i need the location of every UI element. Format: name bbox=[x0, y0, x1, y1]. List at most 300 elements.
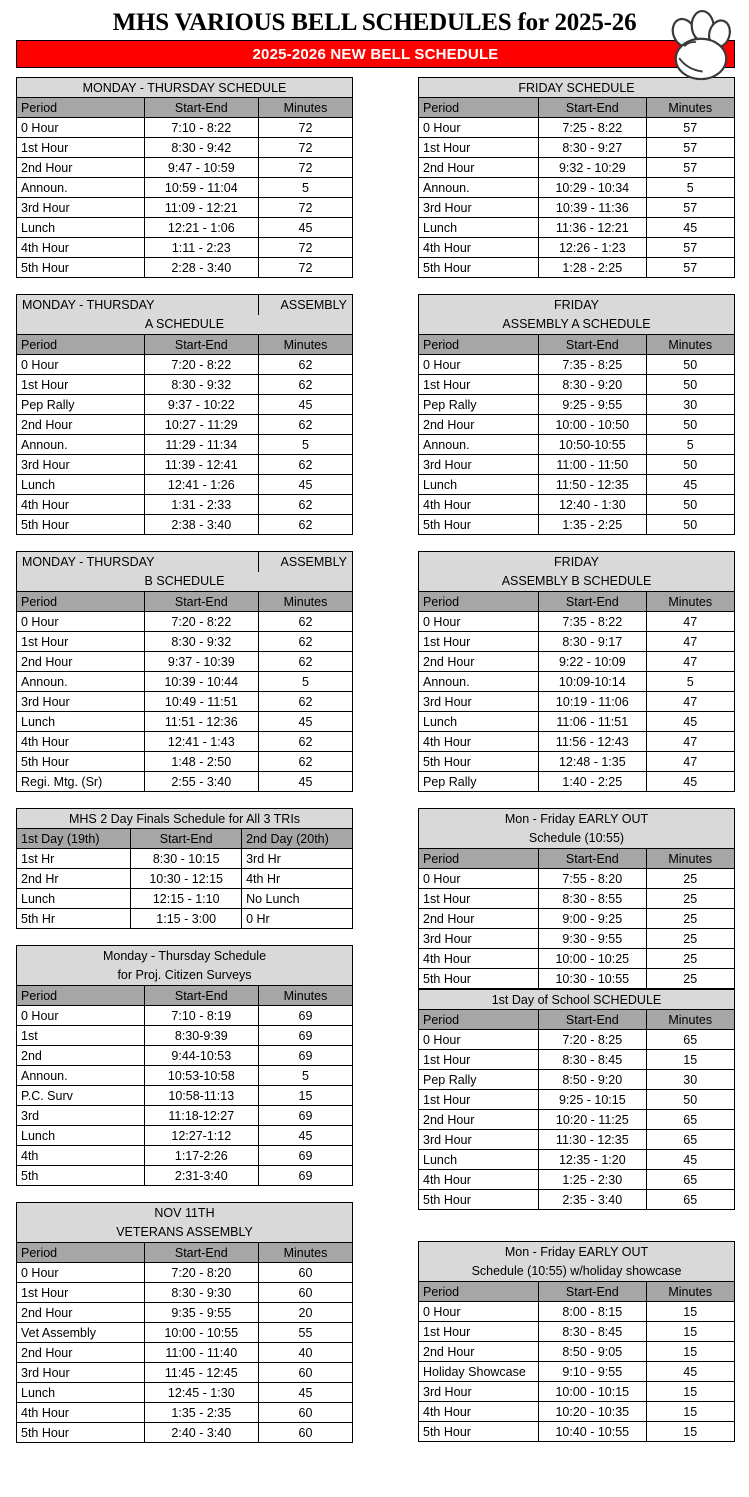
table-caption-line2: ASSEMBLY B SCHEDULE bbox=[419, 572, 735, 592]
table-citizen-surveys-schedule bbox=[16, 945, 353, 1186]
cell-time: 9:25 - 9:55 bbox=[539, 395, 646, 415]
cell-minutes: 72 bbox=[258, 258, 352, 278]
cell-time: 10:09-10:14 bbox=[539, 672, 646, 692]
table-row bbox=[17, 1026, 353, 1046]
cell-minutes: 55 bbox=[258, 1323, 352, 1343]
cell-time: 1:35 - 2:35 bbox=[144, 1403, 258, 1423]
cell-minutes: 47 bbox=[646, 612, 734, 632]
table-row bbox=[17, 158, 353, 178]
cell-time: 10:53-10:58 bbox=[144, 1066, 258, 1086]
table-row bbox=[419, 1130, 735, 1150]
cell-period: Announ. bbox=[419, 672, 539, 692]
cell-minutes: 15 bbox=[646, 1422, 734, 1442]
table-friday-assembly-b bbox=[418, 551, 735, 792]
cell-period: 4th Hour bbox=[17, 495, 145, 515]
table-row bbox=[17, 1066, 353, 1086]
cell-time: 2:38 - 3:40 bbox=[144, 515, 258, 535]
cell-minutes: 45 bbox=[258, 218, 352, 238]
table-row bbox=[17, 1126, 353, 1146]
cell-time: 8:00 - 8:15 bbox=[539, 1302, 646, 1322]
table-row bbox=[419, 672, 735, 692]
cell-period: 4th Hour bbox=[419, 732, 539, 752]
cell-period: Announ. bbox=[419, 435, 539, 455]
col-header-start-end: Start-End bbox=[539, 849, 646, 869]
cell-period: Regi. Mtg. (Sr) bbox=[17, 772, 145, 792]
cell-period: 2nd Hour bbox=[419, 652, 539, 672]
cell-time: 7:20 - 8:22 bbox=[144, 355, 258, 375]
table-row bbox=[419, 1362, 735, 1382]
cell-time: 9:44-10:53 bbox=[144, 1046, 258, 1066]
cell-period: 4th Hour bbox=[17, 1403, 145, 1423]
cell-time: 8:30 - 9:32 bbox=[144, 632, 258, 652]
table-first-day-of-school-schedule bbox=[418, 989, 735, 1210]
cell-time: 10:50-10:55 bbox=[539, 435, 646, 455]
table-row bbox=[419, 929, 735, 949]
table-header-row bbox=[17, 335, 353, 355]
cell-second-day: 4th Hr bbox=[242, 869, 353, 889]
table-row bbox=[419, 1110, 735, 1130]
cell-minutes: 45 bbox=[646, 712, 734, 732]
table-caption-line2: Schedule (10:55) w/holiday showcase bbox=[419, 1262, 735, 1282]
col-header-start-end: Start-End bbox=[144, 592, 258, 612]
table-caption-line2: ASSEMBLY A SCHEDULE bbox=[419, 315, 735, 335]
cell-minutes: 69 bbox=[258, 1006, 352, 1026]
cell-period: 4th Hour bbox=[419, 238, 539, 258]
col-header-start-end: Start-End bbox=[144, 1243, 258, 1263]
cell-minutes: 62 bbox=[258, 455, 352, 475]
cell-minutes: 25 bbox=[646, 909, 734, 929]
cell-time: 8:50 - 9:05 bbox=[539, 1342, 646, 1362]
table-row bbox=[17, 138, 353, 158]
table-row bbox=[419, 732, 735, 752]
cell-time: 10:39 - 10:44 bbox=[144, 672, 258, 692]
cell-time: 2:28 - 3:40 bbox=[144, 258, 258, 278]
table-row bbox=[419, 395, 735, 415]
table-caption-row bbox=[17, 78, 353, 98]
table-row bbox=[17, 375, 353, 395]
cell-first-day: 5th Hr bbox=[17, 909, 131, 929]
cell-minutes: 45 bbox=[646, 1150, 734, 1170]
cell-period: 5th Hour bbox=[419, 1422, 539, 1442]
table-header-row bbox=[17, 98, 353, 118]
table-row bbox=[17, 632, 353, 652]
cell-period: 0 Hour bbox=[419, 118, 539, 138]
table-row bbox=[419, 455, 735, 475]
table-row bbox=[419, 712, 735, 732]
table-row bbox=[17, 495, 353, 515]
table-row bbox=[419, 909, 735, 929]
col-header-minutes: Minutes bbox=[646, 1282, 734, 1302]
cell-time: 8:50 - 9:20 bbox=[539, 1070, 646, 1090]
table-row bbox=[419, 475, 735, 495]
right-column bbox=[418, 77, 735, 1458]
cell-period: Lunch bbox=[17, 712, 145, 732]
cell-time: 9:32 - 10:29 bbox=[539, 158, 646, 178]
cell-minutes: 69 bbox=[258, 1106, 352, 1126]
table-monday-thursday-assembly-a bbox=[16, 294, 353, 535]
col-header-start-end: Start-End bbox=[539, 335, 646, 355]
table-caption-line1: Monday - Thursday Schedule bbox=[17, 946, 353, 966]
table-row bbox=[419, 1402, 735, 1422]
cell-minutes: 57 bbox=[646, 158, 734, 178]
cell-first-day: 1st Hr bbox=[17, 849, 131, 869]
cell-period: Pep Rally bbox=[419, 1070, 539, 1090]
table-row bbox=[17, 1423, 353, 1443]
cell-time: 10:00 - 10:55 bbox=[144, 1323, 258, 1343]
cell-time: 7:35 - 8:25 bbox=[539, 355, 646, 375]
cell-minutes: 5 bbox=[258, 1066, 352, 1086]
cell-time: 8:30 - 9:27 bbox=[539, 138, 646, 158]
cell-minutes: 45 bbox=[258, 1126, 352, 1146]
cell-period: Announ. bbox=[419, 178, 539, 198]
cell-period: Announ. bbox=[17, 178, 145, 198]
cell-period: 2nd Hour bbox=[419, 1110, 539, 1130]
cell-time: 10:30 - 10:55 bbox=[539, 969, 646, 989]
cell-minutes: 40 bbox=[258, 1343, 352, 1363]
cell-minutes: 60 bbox=[258, 1263, 352, 1283]
col-header-period: Period bbox=[419, 1282, 539, 1302]
col-header-period: Period bbox=[17, 335, 145, 355]
cell-minutes: 69 bbox=[258, 1146, 352, 1166]
table-friday-schedule bbox=[418, 77, 735, 278]
table-row bbox=[17, 415, 353, 435]
cell-period: 1st Hour bbox=[419, 375, 539, 395]
cell-minutes: 50 bbox=[646, 515, 734, 535]
cell-second-day: 0 Hr bbox=[242, 909, 353, 929]
cell-minutes: 15 bbox=[646, 1050, 734, 1070]
cell-minutes: 5 bbox=[646, 672, 734, 692]
cell-time: 12:41 - 1:43 bbox=[144, 732, 258, 752]
cell-period: 3rd Hour bbox=[419, 198, 539, 218]
table-row bbox=[17, 238, 353, 258]
table-row bbox=[17, 1166, 353, 1186]
cell-time: 10:40 - 10:55 bbox=[539, 1422, 646, 1442]
table-row bbox=[419, 949, 735, 969]
cell-time: 9:25 - 10:15 bbox=[539, 1090, 646, 1110]
table-row bbox=[419, 1030, 735, 1050]
table-row bbox=[17, 455, 353, 475]
cell-period: Pep Rally bbox=[17, 395, 145, 415]
cell-period: 5th Hour bbox=[17, 258, 145, 278]
col-header-period: Period bbox=[17, 986, 145, 1006]
table-row bbox=[17, 1146, 353, 1166]
cell-period: 0 Hour bbox=[17, 118, 145, 138]
cell-minutes: 57 bbox=[646, 138, 734, 158]
cell-minutes: 69 bbox=[258, 1026, 352, 1046]
table-row bbox=[419, 178, 735, 198]
cell-time: 12:40 - 1:30 bbox=[539, 495, 646, 515]
table-row bbox=[17, 612, 353, 632]
table-row bbox=[419, 772, 735, 792]
cell-minutes: 62 bbox=[258, 515, 352, 535]
table-finals-schedule bbox=[16, 808, 353, 929]
cell-first-day: Lunch bbox=[17, 889, 131, 909]
cell-period: 3rd Hour bbox=[17, 1363, 145, 1383]
cell-time: 1:15 - 3:00 bbox=[131, 909, 242, 929]
table-header-row bbox=[17, 1243, 353, 1263]
cell-time: 10:29 - 10:34 bbox=[539, 178, 646, 198]
cell-minutes: 57 bbox=[646, 238, 734, 258]
cell-minutes: 25 bbox=[646, 949, 734, 969]
cell-time: 12:45 - 1:30 bbox=[144, 1383, 258, 1403]
cell-time: 10:39 - 11:36 bbox=[539, 198, 646, 218]
col-header-start-end: Start-End bbox=[144, 335, 258, 355]
cell-minutes: 72 bbox=[258, 198, 352, 218]
cell-minutes: 50 bbox=[646, 375, 734, 395]
cell-period: Vet Assembly bbox=[17, 1323, 145, 1343]
table-caption-row-2 bbox=[419, 1262, 735, 1282]
table-caption-line1: NOV 11TH bbox=[17, 1203, 353, 1223]
cell-minutes: 45 bbox=[258, 1383, 352, 1403]
cell-minutes: 62 bbox=[258, 612, 352, 632]
table-row bbox=[419, 515, 735, 535]
cell-time: 11:36 - 12:21 bbox=[539, 218, 646, 238]
cell-time: 10:30 - 12:15 bbox=[131, 869, 242, 889]
table-row bbox=[17, 1303, 353, 1323]
cell-minutes: 65 bbox=[646, 1130, 734, 1150]
cell-time: 8:30 - 9:20 bbox=[539, 375, 646, 395]
cell-minutes: 5 bbox=[258, 435, 352, 455]
table-row bbox=[419, 435, 735, 455]
table-row bbox=[419, 1050, 735, 1070]
cell-minutes: 45 bbox=[646, 772, 734, 792]
table-row bbox=[419, 1342, 735, 1362]
cell-time: 12:27-1:12 bbox=[144, 1126, 258, 1146]
cell-period: 5th Hour bbox=[419, 515, 539, 535]
cell-period: 4th Hour bbox=[419, 1402, 539, 1422]
cell-minutes: 45 bbox=[258, 772, 352, 792]
cell-time: 11:39 - 12:41 bbox=[144, 455, 258, 475]
table-caption-row bbox=[17, 552, 353, 572]
col-header-period: Period bbox=[419, 98, 539, 118]
cell-period: 2nd Hour bbox=[17, 1343, 145, 1363]
cell-time: 8:30 - 9:42 bbox=[144, 138, 258, 158]
cell-period: 0 Hour bbox=[419, 869, 539, 889]
table-caption-row bbox=[17, 809, 353, 829]
cell-period: 2nd Hour bbox=[419, 909, 539, 929]
cell-period: 0 Hour bbox=[17, 1263, 145, 1283]
table-row bbox=[419, 218, 735, 238]
cell-period: 5th Hour bbox=[419, 258, 539, 278]
col-header-minutes: Minutes bbox=[646, 98, 734, 118]
cell-minutes: 5 bbox=[646, 178, 734, 198]
cell-time: 9:37 - 10:22 bbox=[144, 395, 258, 415]
cell-time: 10:49 - 11:51 bbox=[144, 692, 258, 712]
cell-minutes: 45 bbox=[646, 1362, 734, 1382]
table-row bbox=[17, 435, 353, 455]
cell-minutes: 50 bbox=[646, 355, 734, 375]
cell-first-day: 2nd Hr bbox=[17, 869, 131, 889]
cell-time: 11:00 - 11:40 bbox=[144, 1343, 258, 1363]
cell-time: 11:18-12:27 bbox=[144, 1106, 258, 1126]
cell-time: 7:35 - 8:22 bbox=[539, 612, 646, 632]
col-header-start-end: Start-End bbox=[539, 98, 646, 118]
cell-period: 3rd Hour bbox=[17, 692, 145, 712]
cell-time: 10:19 - 11:06 bbox=[539, 692, 646, 712]
cell-time: 10:00 - 10:50 bbox=[539, 415, 646, 435]
cell-minutes: 65 bbox=[646, 1030, 734, 1050]
cell-time: 7:20 - 8:22 bbox=[144, 612, 258, 632]
table-caption-row bbox=[419, 1242, 735, 1262]
left-column bbox=[16, 77, 353, 1459]
cell-minutes: 57 bbox=[646, 198, 734, 218]
cell-minutes: 5 bbox=[646, 435, 734, 455]
cell-time: 1:31 - 2:33 bbox=[144, 495, 258, 515]
table-caption-left: MONDAY - THURSDAY bbox=[17, 552, 259, 572]
table-row bbox=[419, 355, 735, 375]
table-header-row bbox=[419, 98, 735, 118]
cell-minutes: 45 bbox=[258, 475, 352, 495]
cell-time: 7:25 - 8:22 bbox=[539, 118, 646, 138]
table-caption-row bbox=[17, 295, 353, 315]
cell-time: 8:30 - 9:30 bbox=[144, 1283, 258, 1303]
table-row bbox=[419, 198, 735, 218]
cell-period: 1st Hour bbox=[419, 632, 539, 652]
cell-time: 10:00 - 10:25 bbox=[539, 949, 646, 969]
cell-minutes: 60 bbox=[258, 1283, 352, 1303]
table-row bbox=[17, 1383, 353, 1403]
table-row bbox=[17, 395, 353, 415]
cell-minutes: 72 bbox=[258, 118, 352, 138]
cell-minutes: 25 bbox=[646, 889, 734, 909]
table-row bbox=[419, 258, 735, 278]
cell-period: 2nd Hour bbox=[419, 415, 539, 435]
cell-period: Lunch bbox=[17, 1126, 145, 1146]
cell-minutes: 5 bbox=[258, 178, 352, 198]
cell-minutes: 50 bbox=[646, 495, 734, 515]
cell-minutes: 15 bbox=[646, 1322, 734, 1342]
table-row bbox=[419, 1150, 735, 1170]
cell-period: 5th Hour bbox=[17, 752, 145, 772]
col-header-minutes: Minutes bbox=[646, 335, 734, 355]
col-header-start-end: Start-End bbox=[144, 986, 258, 1006]
cell-period: 4th Hour bbox=[17, 732, 145, 752]
cell-minutes: 62 bbox=[258, 495, 352, 515]
cell-minutes: 65 bbox=[646, 1170, 734, 1190]
cell-time: 1:25 - 2:30 bbox=[539, 1170, 646, 1190]
table-row bbox=[419, 1322, 735, 1342]
cell-period: Lunch bbox=[419, 1150, 539, 1170]
cell-time: 7:20 - 8:25 bbox=[539, 1030, 646, 1050]
cell-minutes: 62 bbox=[258, 732, 352, 752]
table-friday-assembly-a bbox=[418, 294, 735, 535]
cell-minutes: 62 bbox=[258, 415, 352, 435]
table-row bbox=[17, 1363, 353, 1383]
cell-minutes: 62 bbox=[258, 355, 352, 375]
col-header-period: Period bbox=[17, 1243, 145, 1263]
table-row bbox=[17, 889, 353, 909]
col-header-period: Period bbox=[17, 98, 145, 118]
col-header-minutes: Minutes bbox=[258, 98, 352, 118]
cell-period: Lunch bbox=[419, 712, 539, 732]
cell-period: 0 Hour bbox=[419, 612, 539, 632]
cell-minutes: 72 bbox=[258, 138, 352, 158]
cell-period: Announ. bbox=[17, 1066, 145, 1086]
cell-time: 10:58-11:13 bbox=[144, 1086, 258, 1106]
cell-time: 1:48 - 2:50 bbox=[144, 752, 258, 772]
cell-period: 0 Hour bbox=[17, 612, 145, 632]
col-header-period: Period bbox=[419, 592, 539, 612]
cell-period: 0 Hour bbox=[419, 1302, 539, 1322]
table-caption-line2: A SCHEDULE bbox=[17, 315, 353, 335]
cell-second-day: No Lunch bbox=[242, 889, 353, 909]
col-header-start-end: Start-End bbox=[144, 98, 258, 118]
page-header bbox=[0, 0, 749, 68]
table-row bbox=[17, 752, 353, 772]
cell-minutes: 57 bbox=[646, 118, 734, 138]
table-veterans-assembly-schedule bbox=[16, 1202, 353, 1443]
cell-minutes: 60 bbox=[258, 1363, 352, 1383]
table-caption-line1: FRIDAY bbox=[419, 295, 735, 315]
cell-time: 12:41 - 1:26 bbox=[144, 475, 258, 495]
table-header-row bbox=[419, 335, 735, 355]
cell-period: 1st Hour bbox=[419, 1322, 539, 1342]
cell-period: 2nd Hour bbox=[17, 652, 145, 672]
cell-time: 8:30 - 8:55 bbox=[539, 889, 646, 909]
cell-period: Lunch bbox=[17, 475, 145, 495]
table-row bbox=[17, 732, 353, 752]
table-row bbox=[419, 869, 735, 889]
cell-minutes: 62 bbox=[258, 692, 352, 712]
cell-period: 1st Hour bbox=[17, 632, 145, 652]
table-row bbox=[17, 515, 353, 535]
cell-time: 10:27 - 11:29 bbox=[144, 415, 258, 435]
table-caption-row bbox=[419, 78, 735, 98]
col-header-start-end: Start-End bbox=[131, 829, 242, 849]
table-caption-right: ASSEMBLY bbox=[258, 552, 352, 572]
table-caption-row bbox=[17, 1203, 353, 1223]
cell-minutes: 50 bbox=[646, 415, 734, 435]
cell-period: 5th Hour bbox=[419, 969, 539, 989]
cell-minutes: 30 bbox=[646, 395, 734, 415]
cell-minutes: 62 bbox=[258, 652, 352, 672]
cell-time: 11:51 - 12:36 bbox=[144, 712, 258, 732]
cell-period: Pep Rally bbox=[419, 772, 539, 792]
cell-time: 8:30 - 9:17 bbox=[539, 632, 646, 652]
cell-minutes: 15 bbox=[646, 1382, 734, 1402]
cell-time: 11:29 - 11:34 bbox=[144, 435, 258, 455]
cell-minutes: 30 bbox=[646, 1070, 734, 1090]
cell-minutes: 47 bbox=[646, 732, 734, 752]
cell-period: 1st Hour bbox=[419, 889, 539, 909]
cell-time: 7:10 - 8:19 bbox=[144, 1006, 258, 1026]
cell-period: 0 Hour bbox=[17, 1006, 145, 1026]
new-bell-schedule-banner: 2025-2026 NEW BELL SCHEDULE bbox=[16, 40, 735, 68]
table-row bbox=[17, 849, 353, 869]
cell-time: 2:40 - 3:40 bbox=[144, 1423, 258, 1443]
cell-period: 1st bbox=[17, 1026, 145, 1046]
table-row bbox=[17, 1006, 353, 1026]
cell-minutes: 62 bbox=[258, 752, 352, 772]
table-caption-line1: Mon - Friday EARLY OUT bbox=[419, 809, 735, 829]
table-caption: MONDAY - THURSDAY SCHEDULE bbox=[17, 78, 353, 98]
cell-period: Announ. bbox=[17, 435, 145, 455]
cell-time: 7:20 - 8:20 bbox=[144, 1263, 258, 1283]
cell-minutes: 25 bbox=[646, 869, 734, 889]
col-header-minutes: Minutes bbox=[258, 986, 352, 1006]
cell-time: 12:35 - 1:20 bbox=[539, 1150, 646, 1170]
cell-time: 7:55 - 8:20 bbox=[539, 869, 646, 889]
cell-period: 4th Hour bbox=[419, 495, 539, 515]
cell-minutes: 45 bbox=[258, 395, 352, 415]
table-header-row bbox=[17, 829, 353, 849]
cell-minutes: 72 bbox=[258, 238, 352, 258]
cell-time: 1:11 - 2:23 bbox=[144, 238, 258, 258]
table-row bbox=[419, 1422, 735, 1442]
table-header-row bbox=[419, 849, 735, 869]
table-caption-row-2 bbox=[17, 1223, 353, 1243]
cell-minutes: 15 bbox=[646, 1302, 734, 1322]
